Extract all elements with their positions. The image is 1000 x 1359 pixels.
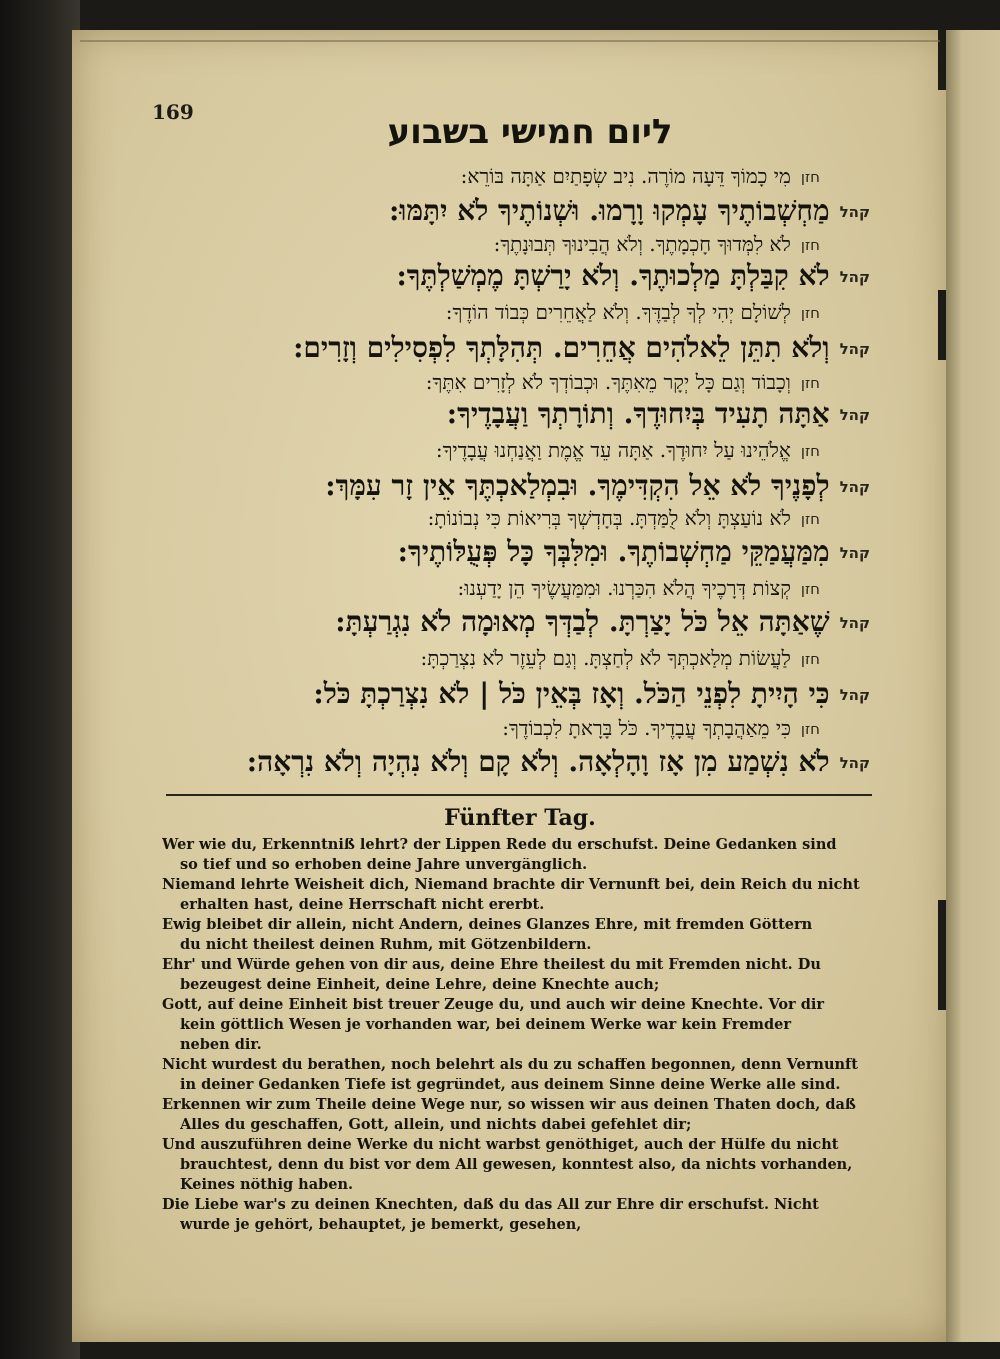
hebrew-line — [502, 718, 820, 738]
german-line: Ewig bleibet dir allein, nicht Andern, deines Glanzes Ehre, mit fremden Göttern — [162, 918, 813, 933]
hebrew-line — [246, 745, 870, 778]
speaker-label: חזן — [800, 442, 820, 460]
speaker-label: חזן — [800, 168, 820, 186]
hebrew-line-text: לֹא לִמְּדוּךָ חָכְמָתֶךָ. וְלֹא הֲבִינוּךָ תְּבוּנָתֶךָ: — [493, 232, 791, 256]
german-line: Nicht wurdest du berathen, noch belehrt als du zu schaffen begonnen, denn Vernunft — [162, 1058, 858, 1073]
hebrew-line-text: לְשׁוֹלָם יְהִי לְךָ לְבַדֶּךָ. וְלֹא לַאֲחֵרִים כְּבוֹד הוֹדֶךָ: — [445, 300, 791, 324]
hebrew-line-text: לֹא קִבַּלְתָּ מַלְכוּתֶךָ. וְלֹא יָרַשְׁתָּ מֶמְשַׁלְתֶּךָ: — [396, 259, 830, 292]
next-page-edge — [946, 30, 1000, 1342]
german-line: Die Liebe war's zu deinen Knechten, daß du das All zur Ehre dir erschufst. Nicht — [162, 1198, 819, 1213]
hebrew-line-text: מִמַּעֲמַקֵּי מַחְשְׁבוֹתֶךָ. וּמִלִּבְּךָ כָּל פְּעֻלּוֹתֶיךָ: — [397, 535, 830, 568]
hebrew-line — [426, 372, 820, 392]
hebrew-line — [325, 469, 870, 502]
german-line: neben dir. — [180, 1038, 262, 1053]
book-cover-edge — [0, 0, 80, 1359]
hebrew-line-text: וְכָבוֹד וְגַם כָּל יְקָר מֵאִתֶּךָ. וּכְבוֹדְךָ לֹא לְזָרִים אִתֶּךָ: — [425, 370, 791, 394]
section-divider — [166, 794, 872, 796]
speaker-label: חזן — [800, 374, 820, 392]
speaker-label: קהל — [839, 203, 870, 221]
german-line: Alles du geschaffen, Gott, allein, und nichts dabei gefehlet dir; — [180, 1118, 692, 1133]
hebrew-line — [421, 648, 820, 668]
hebrew-line — [397, 535, 870, 568]
hebrew-line-text: כִּי הָיִיתָ לִפְנֵי הַכֹּל. וְאָז בְּאֵין כֹּל | לֹא נִצְרַכְתָּ כֹּל: — [313, 677, 830, 710]
hebrew-line — [446, 302, 820, 322]
german-line: Wer wie du, Erkenntniß lehrt? der Lippen Rede du erschufst. Deine Gedanken sind — [162, 838, 837, 853]
speaker-label: קהל — [839, 614, 870, 632]
speaker-label: חזן — [800, 304, 820, 322]
speaker-label: קהל — [839, 340, 870, 358]
hebrew-line — [396, 259, 870, 292]
german-section-title: Fünfter Tag. — [444, 805, 596, 831]
speaker-label: קהל — [839, 406, 870, 424]
hebrew-line-text: קְצוֹת דְּרָכֶיךָ הֲלֹא הִכַּרְנוּ. וּמִמַּעֲשֶׂיךָ הֵן יָדַעְנוּ: — [457, 576, 791, 600]
hebrew-line-text: וְלֹא תִתֵּן לֵאלֹהִים אֲחֵרִים. תְּהִלָּתְךָ לִפְסִילִים וְזָרִים: — [293, 331, 830, 364]
german-line: so tief und so erhoben deine Jahre unvergänglich. — [180, 858, 588, 873]
german-line: Und auszuführen deine Werke du nicht warbst genöthiget, auch der Hülfe du nicht — [162, 1138, 839, 1153]
hebrew-line-text: אַתָּה תָעִיד בְּיִחוּדֶךָ. וְתוֹרָתְךָ וַעֲבָדֶיךָ: — [446, 397, 830, 430]
german-line: brauchtest, denn du bist vor dem All gewesen, konntest also, da nichts vorhanden, — [180, 1158, 853, 1173]
hebrew-line-text: אֱלֹהֵינוּ עַל יִחוּדֶךָ. אַתָּה עֵד אֱמֶת וַאֲנַחְנוּ עֲבָדֶיךָ: — [435, 438, 791, 462]
hebrew-line — [293, 331, 870, 364]
hebrew-line-text: מִי כָמוֹךָ דֵּעָה מוֹרֶה. נִיב שְׂפָתַיִם אַתָּה בּוֹרֵא: — [460, 164, 791, 188]
speaker-label: חזן — [800, 720, 820, 738]
german-line: Niemand lehrte Weisheit dich, Niemand brachte dir Vernunft bei, dein Reich du nicht — [162, 878, 860, 893]
german-line: Gott, auf deine Einheit bist treuer Zeuge du, und auch wir deine Knechte. Vor dir — [162, 998, 825, 1013]
speaker-label: קהל — [839, 478, 870, 496]
hebrew-line — [388, 194, 870, 227]
german-line: Keines nöthig haben. — [180, 1178, 354, 1193]
german-line: in deiner Gedanken Tiefe ist gegründet, aus deinem Sinne deine Werke alle sind. — [180, 1078, 841, 1093]
speaker-label: חזן — [800, 510, 820, 528]
hebrew-title: ליום חמישי בשבוע — [387, 112, 673, 152]
german-line: kein göttlich Wesen je vorhanden war, bei deinem Werke war kein Fremder — [180, 1018, 791, 1033]
hebrew-line — [335, 605, 870, 638]
hebrew-line-text: לַעֲשׂוֹת מְלַאכְתְּךָ לֹא לְחַצְתָּ. וְגַם לְעֵזֶר לֹא נִצְרַכְתָּ: — [420, 646, 791, 670]
german-line: Erkennen wir zum Theile deine Wege nur, so wissen wir aus deinen Thaten doch, daß — [162, 1098, 856, 1113]
german-line: erhalten hast, deine Herrschaft nicht ererbt. — [180, 898, 545, 913]
binding-mark — [938, 900, 946, 1010]
page-top-rule — [80, 40, 940, 42]
german-line: bezeugest deine Einheit, deine Lehre, deine Knechte auch; — [180, 978, 660, 993]
hebrew-line — [436, 440, 820, 460]
hebrew-line-text: כִּי מֵאַהֲבָתְךָ עֲבָדֶיךָ. כֹּל בָּרָאתָ לִכְבוֹדֶךָ: — [502, 716, 791, 740]
hebrew-line — [313, 677, 870, 710]
german-line: wurde je gehört, behauptet, je bemerkt, gesehen, — [180, 1218, 582, 1233]
hebrew-line — [446, 397, 870, 430]
binding-mark — [938, 290, 946, 360]
german-line: Ehr' und Würde gehen von dir aus, deine Ehre theilest du mit Fremden nicht. Du — [162, 958, 821, 973]
speaker-label: חזן — [800, 580, 820, 598]
hebrew-line — [428, 508, 820, 528]
hebrew-line-text: מַחְשְׁבוֹתֶיךָ עָמְקוּ וָרָמוּ. וּשְׁנוֹתֶיךָ לֹא יִתָּמּוּ: — [388, 194, 830, 227]
hebrew-line-text: לְפָנֶיךָ לֹא אֵל הִקְדִּימֶךָ. וּבִמְלַאכְתֶּךָ אֵין זָר עִמָּךְ: — [325, 469, 830, 502]
speaker-label: חזן — [800, 650, 820, 668]
hebrew-line — [461, 166, 820, 186]
speaker-label: חזן — [800, 236, 820, 254]
hebrew-line — [458, 578, 820, 598]
speaker-label: קהל — [839, 754, 870, 772]
hebrew-line-text: לֹא נוֹעַצְתָּ וְלֹא לֻמַּדְתָּ. בְּחָדְשְׁךָ בְּרִיאוֹת כִּי נְבוֹנוֹתָ: — [427, 506, 791, 530]
speaker-label: קהל — [839, 686, 870, 704]
hebrew-line — [494, 234, 820, 254]
hebrew-line-text: שֶׁאַתָּה אֵל כֹּל יָצַרְתָּ. לְבַדְּךָ מְאוּמָה לֹא נִגְרַעְתָּ: — [335, 605, 830, 638]
speaker-label: קהל — [839, 544, 870, 562]
hebrew-line-text: לֹא נִשְׁמַע מִן אָז וָהָלְאָה. וְלֹא קָם וְלֹא נִהְיָה וְלֹא נִרְאָה: — [246, 745, 830, 778]
german-line: du nicht theilest deinen Ruhm, mit Götzenbildern. — [180, 938, 592, 953]
page-number: 169 — [152, 100, 194, 124]
binding-mark — [938, 30, 946, 90]
speaker-label: קהל — [839, 268, 870, 286]
